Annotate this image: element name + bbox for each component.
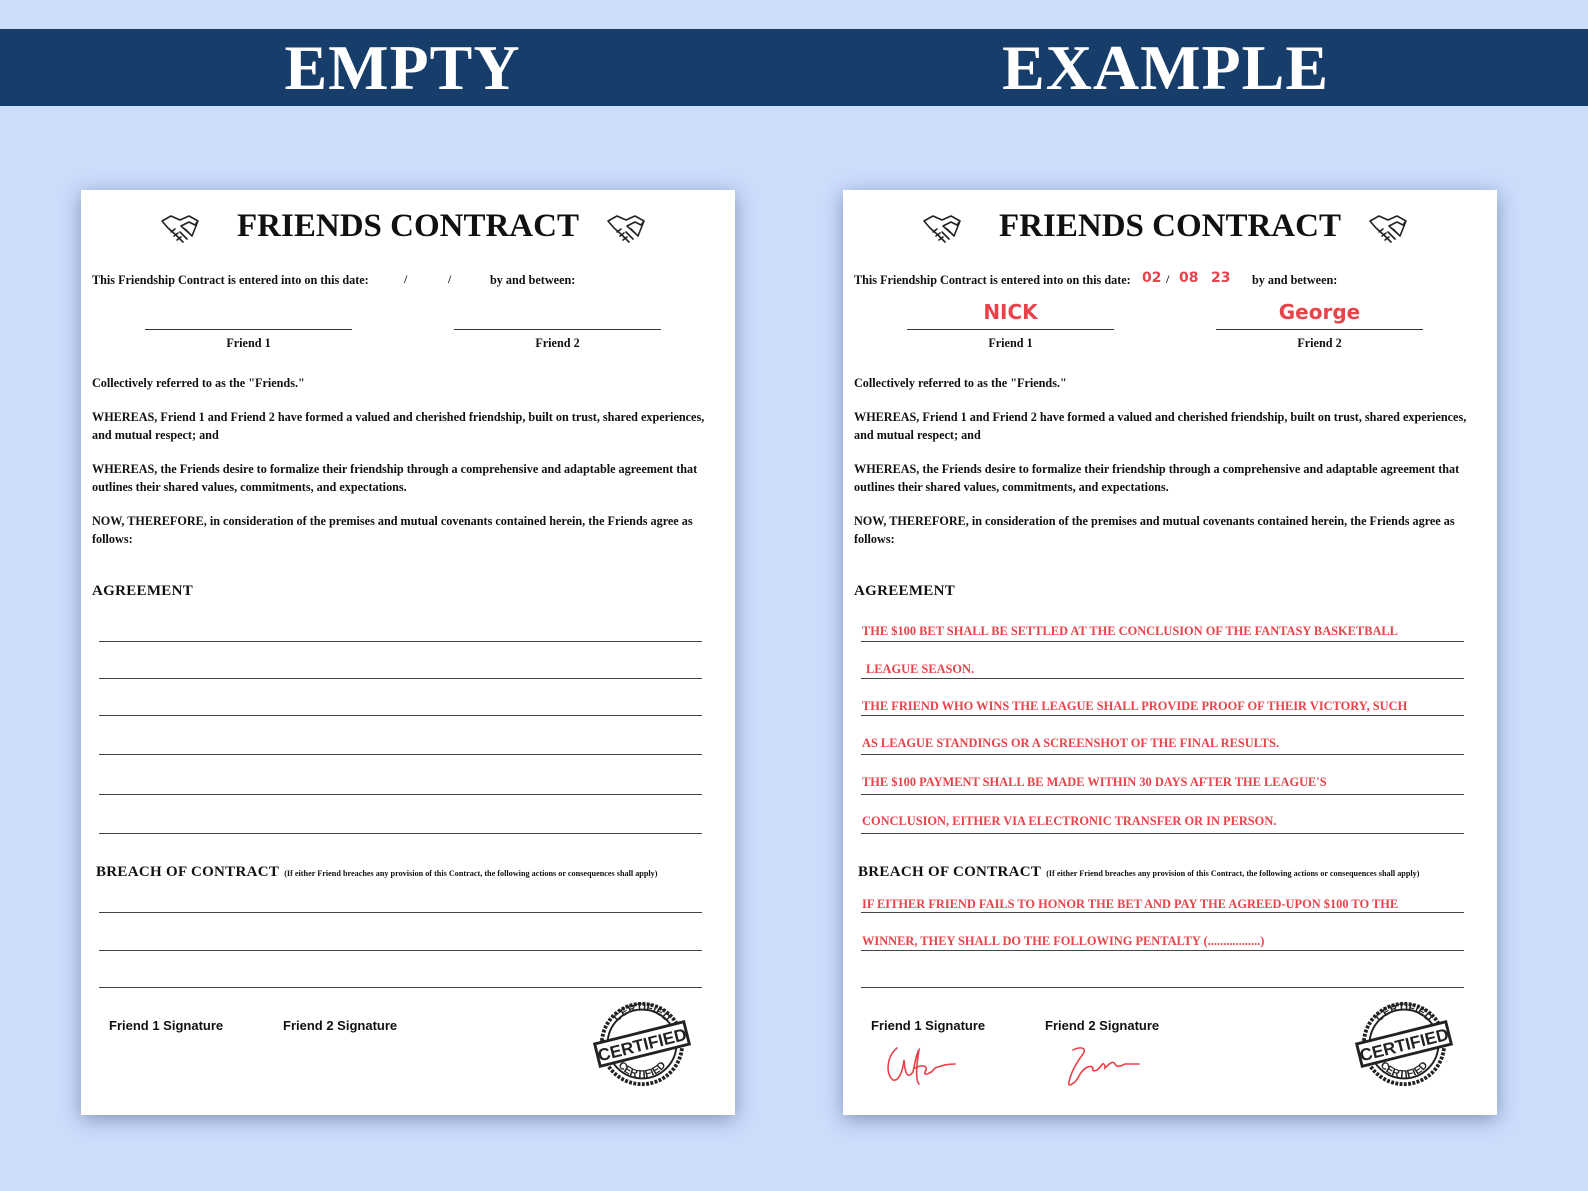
empty-contract [81, 190, 735, 1115]
breach-line [861, 987, 1464, 988]
breach-line [861, 912, 1464, 913]
breach-line[interactable] [99, 950, 702, 951]
intro-text: This Friendship Contract is entered into on this date: [92, 273, 369, 287]
certified-stamp-icon [591, 1000, 693, 1088]
date-separator: / [448, 272, 452, 286]
handshake-icon [1367, 210, 1409, 248]
breach-note: (If either Friend breaches any provision of this Contract, the following actions or consequences shall apply) [1046, 869, 1420, 878]
agreement-entry[interactable]: AS LEAGUE STANDINGS OR A SCREENSHOT OF THE FINAL RESULTS. [862, 736, 1280, 750]
certified-stamp-icon [1353, 1000, 1455, 1088]
whereas-1-text: WHEREAS, Friend 1 and Friend 2 have formed a valued and cherished friendship, built on trust, shared experiences, and mutual respect; and [92, 410, 705, 442]
agreement-entry[interactable]: THE $100 PAYMENT SHALL BE MADE WITHIN 30 DAYS AFTER THE LEAGUE'S [862, 775, 1327, 789]
breach-heading [858, 864, 1420, 881]
agreement-line[interactable] [99, 641, 702, 642]
date-year[interactable]: 23 [1211, 270, 1231, 286]
breach-line[interactable] [99, 987, 702, 988]
intro-text: This Friendship Contract is entered into on this date: [854, 273, 1131, 287]
agreement-line[interactable] [99, 794, 702, 795]
date-day[interactable]: 08 [1179, 270, 1199, 286]
date-separator: / [404, 272, 408, 286]
friend1-label: Friend 1 [988, 336, 1033, 350]
agreement-line [861, 833, 1464, 834]
friend2-label: Friend 2 [1297, 336, 1342, 350]
whereas-2-text: WHEREAS, the Friends desire to formalize their friendship through a comprehensive and adaptable agreement that outlines their shared values, commitments, and expectations. [92, 462, 698, 494]
collectively-text: Collectively referred to as the "Friends." [92, 376, 305, 390]
breach-entry[interactable]: IF EITHER FRIEND FAILS TO HONOR THE BET AND PAY THE AGREED-UPON $100 TO THE [862, 897, 1399, 911]
friend2-signature-label: Friend 2 Signature [283, 1018, 398, 1033]
breach-title: BREACH OF CONTRACT [96, 864, 280, 880]
contract-title: FRIENDS CONTRACT [999, 208, 1341, 244]
friend2-signature-drawing [1063, 1042, 1143, 1092]
collectively-text: Collectively referred to as the "Friends." [854, 376, 1067, 390]
now-therefore-text: NOW, THEREFORE, in consideration of the premises and mutual covenants contained herein, the Friends agree as follows: [854, 514, 1455, 546]
breach-line [861, 950, 1464, 951]
agreement-heading: AGREEMENT [854, 583, 956, 599]
header-banner [0, 29, 1588, 106]
agreement-entry[interactable]: THE $100 BET SHALL BE SETTLED AT THE CONCLUSION OF THE FANTASY BASKETBALL [862, 624, 1398, 638]
agreement-entry[interactable]: CONCLUSION, EITHER VIA ELECTRONIC TRANSFER OR IN PERSON. [862, 814, 1277, 828]
handshake-icon [605, 210, 647, 248]
contract-title: FRIENDS CONTRACT [237, 208, 579, 244]
friend1-signature-label: Friend 1 Signature [109, 1018, 224, 1033]
agreement-line [861, 715, 1464, 716]
date-month[interactable]: 02 [1142, 270, 1162, 286]
whereas-1-text: WHEREAS, Friend 1 and Friend 2 have formed a valued and cherished friendship, built on trust, shared experiences, and mutual respect; and [854, 410, 1467, 442]
friend2-name-line [1216, 329, 1423, 330]
friend1-label: Friend 1 [226, 336, 271, 350]
agreement-line [861, 678, 1464, 679]
breach-note: (If either Friend breaches any provision of this Contract, the following actions or consequences shall apply) [284, 869, 658, 878]
now-therefore-text: NOW, THEREFORE, in consideration of the premises and mutual covenants contained herein, the Friends agree as follows: [92, 514, 693, 546]
between-text: by and between: [1252, 273, 1338, 287]
friend2-name[interactable]: George [1278, 300, 1361, 324]
agreement-line[interactable] [99, 678, 702, 679]
agreement-heading: AGREEMENT [92, 583, 194, 599]
friend1-signature-label: Friend 1 Signature [871, 1018, 986, 1033]
empty-heading: EMPTY [284, 32, 521, 103]
agreement-entry[interactable]: LEAGUE SEASON. [866, 662, 975, 676]
agreement-line[interactable] [99, 833, 702, 834]
agreement-line[interactable] [99, 754, 702, 755]
friend2-name-line[interactable] [454, 329, 661, 330]
breach-heading [96, 864, 658, 881]
agreement-line [861, 641, 1464, 642]
friend1-signature-drawing [883, 1042, 963, 1087]
breach-entry[interactable]: WINNER, THEY SHALL DO THE FOLLOWING PENTALTY (.................) [862, 934, 1265, 948]
friend1-name[interactable]: NICK [983, 300, 1038, 324]
breach-line[interactable] [99, 912, 702, 913]
date-separator: / [1166, 272, 1170, 286]
whereas-2-text: WHEREAS, the Friends desire to formalize their friendship through a comprehensive and adaptable agreement that outlines their shared values, commitments, and expectations. [854, 462, 1460, 494]
example-heading: EXAMPLE [1002, 32, 1329, 103]
between-text: by and between: [490, 273, 576, 287]
agreement-line [861, 794, 1464, 795]
example-contract [843, 190, 1497, 1115]
agreement-line[interactable] [99, 715, 702, 716]
friend2-signature-label: Friend 2 Signature [1045, 1018, 1160, 1033]
friend1-name-line[interactable] [145, 329, 352, 330]
agreement-line [861, 754, 1464, 755]
friend2-label: Friend 2 [535, 336, 580, 350]
breach-title: BREACH OF CONTRACT [858, 864, 1042, 880]
agreement-entry[interactable]: THE FRIEND WHO WINS THE LEAGUE SHALL PROVIDE PROOF OF THEIR VICTORY, SUCH [862, 699, 1408, 713]
friend1-name-line [907, 329, 1114, 330]
